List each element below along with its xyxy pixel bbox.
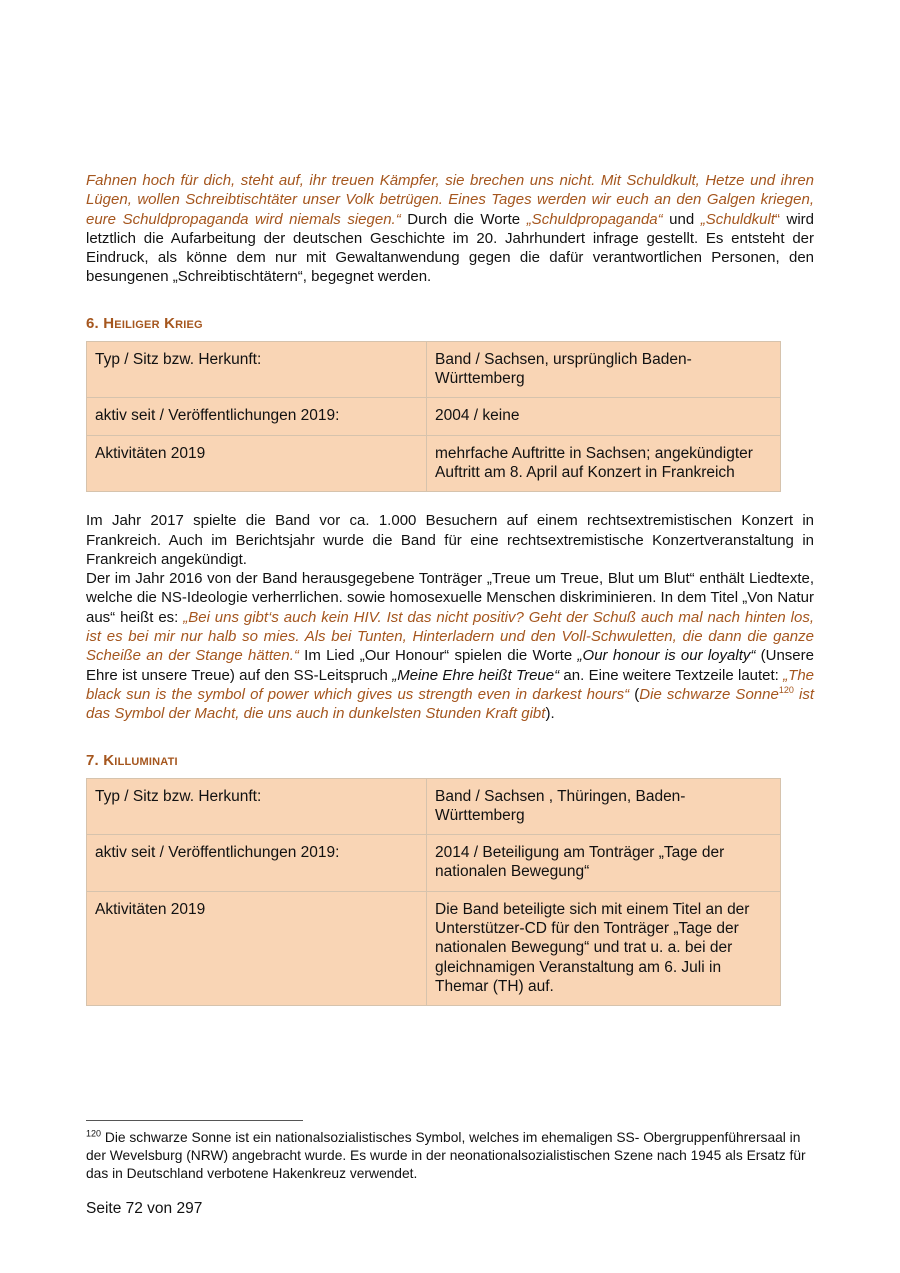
band-info-table-killuminati (86, 778, 781, 1007)
table-key: Aktivitäten 2019 (87, 891, 427, 1005)
body-text: an. Eine weitere Textzeile lautet: (559, 666, 784, 684)
body-text: Im Lied „Our Honour“ spielen die Worte (298, 647, 578, 665)
footnote-text: Die schwarze Sonne ist ein nationalsozialistisches Symbol, welches im ehemaligen SS- Obergruppenführersaal in der Wevelsburg (NRW) angebracht wurde. Es wurde in der neonationalsozialistischen Szene nach 1945 als Ersatz für das in Deutschland verbotene Hakenkreuz verwendet. (86, 1130, 806, 1181)
quoted-word: „Schuldpropaganda“ (526, 210, 663, 228)
table-value: Die Band beteiligte sich mit einem Titel an der Unterstützer-CD für den Tonträger „Tage der nationalen Bewegung“ und trat u. a. bei der gleichnamigen Veranstaltung am 6. Juli in Themar (TH) auf. (427, 891, 781, 1005)
song-quote-plain: „Our honour is our loyalty“ (577, 647, 756, 665)
table-row (87, 835, 781, 892)
footnote-separator (86, 1120, 303, 1121)
footnote-number: 120 (86, 1128, 102, 1139)
footnote-ref[interactable]: 120 (778, 684, 794, 695)
footnote (86, 1129, 814, 1183)
body-text: ( (629, 685, 640, 703)
table-key: Typ / Sitz bzw. Herkunft: (87, 341, 427, 398)
table-key: aktiv seit / Veröffentlichungen 2019: (87, 398, 427, 435)
table-row (87, 398, 781, 435)
table-value: 2004 / keine (427, 398, 781, 435)
translation-quote: ist das Symbol der Macht, die uns auch in dunkelsten Stunden Kraft gibt (86, 685, 814, 723)
paragraph-concert-france: Im Jahr 2017 spielte die Band vor ca. 1.000 Besuchern auf einem rechtsextremistischen Konzert in Frankreich. Auch im Berichtsjahr wurde die Band für eine rechtsextremistische Konzertveranstaltung in Frankreich angekündigt. (86, 512, 814, 568)
table-row (87, 341, 781, 398)
intro-paragraph (86, 171, 814, 287)
section-heading-heiliger-krieg: 6. Heiliger Krieg (86, 314, 203, 332)
intro-text: Durch die Worte (400, 210, 527, 228)
body-text: Der im Jahr 2016 von der Band herausgegebene Tonträger „Treue um Treue, Blut um Blut“ enthält Liedtexte, welche die NS-Ideologie verherrlichen. sowie homosexuelle Menschen diskriminieren. In dem Titel „Von Natur aus“ heißt es: (86, 570, 814, 626)
ss-motto: „Meine Ehre heißt Treue“ (392, 666, 560, 684)
song-quote: „Bei uns gibt‘s auch kein HIV. Ist das nicht positiv? Geht der Schuß auch mal nach hinten los, ist es bei mir nur halb so mies. Als bei Tunten, Hinterladern und den Voll-Schwuletten, die dann die ganze Scheiße an der Stange hätten.“ (86, 608, 814, 665)
table-value: 2014 / Beteiligung am Tonträger „Tage der nationalen Bewegung“ (427, 835, 781, 892)
table-row (87, 778, 781, 835)
intro-text: und (662, 210, 701, 228)
table-row (87, 891, 781, 1005)
body-text: ). (545, 705, 555, 723)
table-value: mehrfache Auftritte in Sachsen; angekündigter Auftritt am 8. April auf Konzert in Frankreich (427, 435, 781, 492)
quote-mark: “ (774, 210, 780, 228)
table-value: Band / Sachsen , Thüringen, Baden-Württemberg (427, 778, 781, 835)
table-key: Aktivitäten 2019 (87, 435, 427, 492)
page-number: Seite 72 von 297 (86, 1200, 203, 1217)
song-quote: Fahnen hoch für dich, steht auf, ihr treuen Kämpfer, sie brechen uns nicht. Mit Schuldkult, Hetze und ihren Lügen, wollen Schreibtischtäter unser Volk betrügen. Eines Tages werden wir euch an den Galgen kriegen, eure Schuldpropaganda wird niemals siegen.“ (86, 172, 814, 228)
page-body (86, 171, 814, 1006)
intro-text: wird letztlich die Aufarbeitung der deutschen Geschichte im 20. Jahrhundert infrage gestellt. Es entsteht der Eindruck, als könne dem nur mit Gewaltanwendung gegen die dafür verantwortlichen Personen, den besungenen „Schreibtischtätern“, begegnet werden. (86, 210, 815, 286)
table-row (87, 435, 781, 492)
table-value: Band / Sachsen, ursprünglich Baden-Württemberg (427, 341, 781, 398)
paragraph-lyrics (86, 569, 814, 723)
body-text: (Unsere Ehre ist unsere Treue) auf den SS-Leitspruch (86, 647, 814, 684)
section-heading-killuminati: 7. Killuminati (86, 751, 178, 769)
table-key: aktiv seit / Veröffentlichungen 2019: (87, 835, 427, 892)
song-quote: „The black sun is the symbol of power which gives us strength even in darkest hours“ (86, 666, 814, 703)
band-info-table-heiliger-krieg (86, 341, 781, 492)
translation-quote: Die schwarze Sonne (639, 685, 779, 703)
table-key: Typ / Sitz bzw. Herkunft: (87, 778, 427, 835)
quoted-word: „Schuldkult (700, 210, 775, 228)
